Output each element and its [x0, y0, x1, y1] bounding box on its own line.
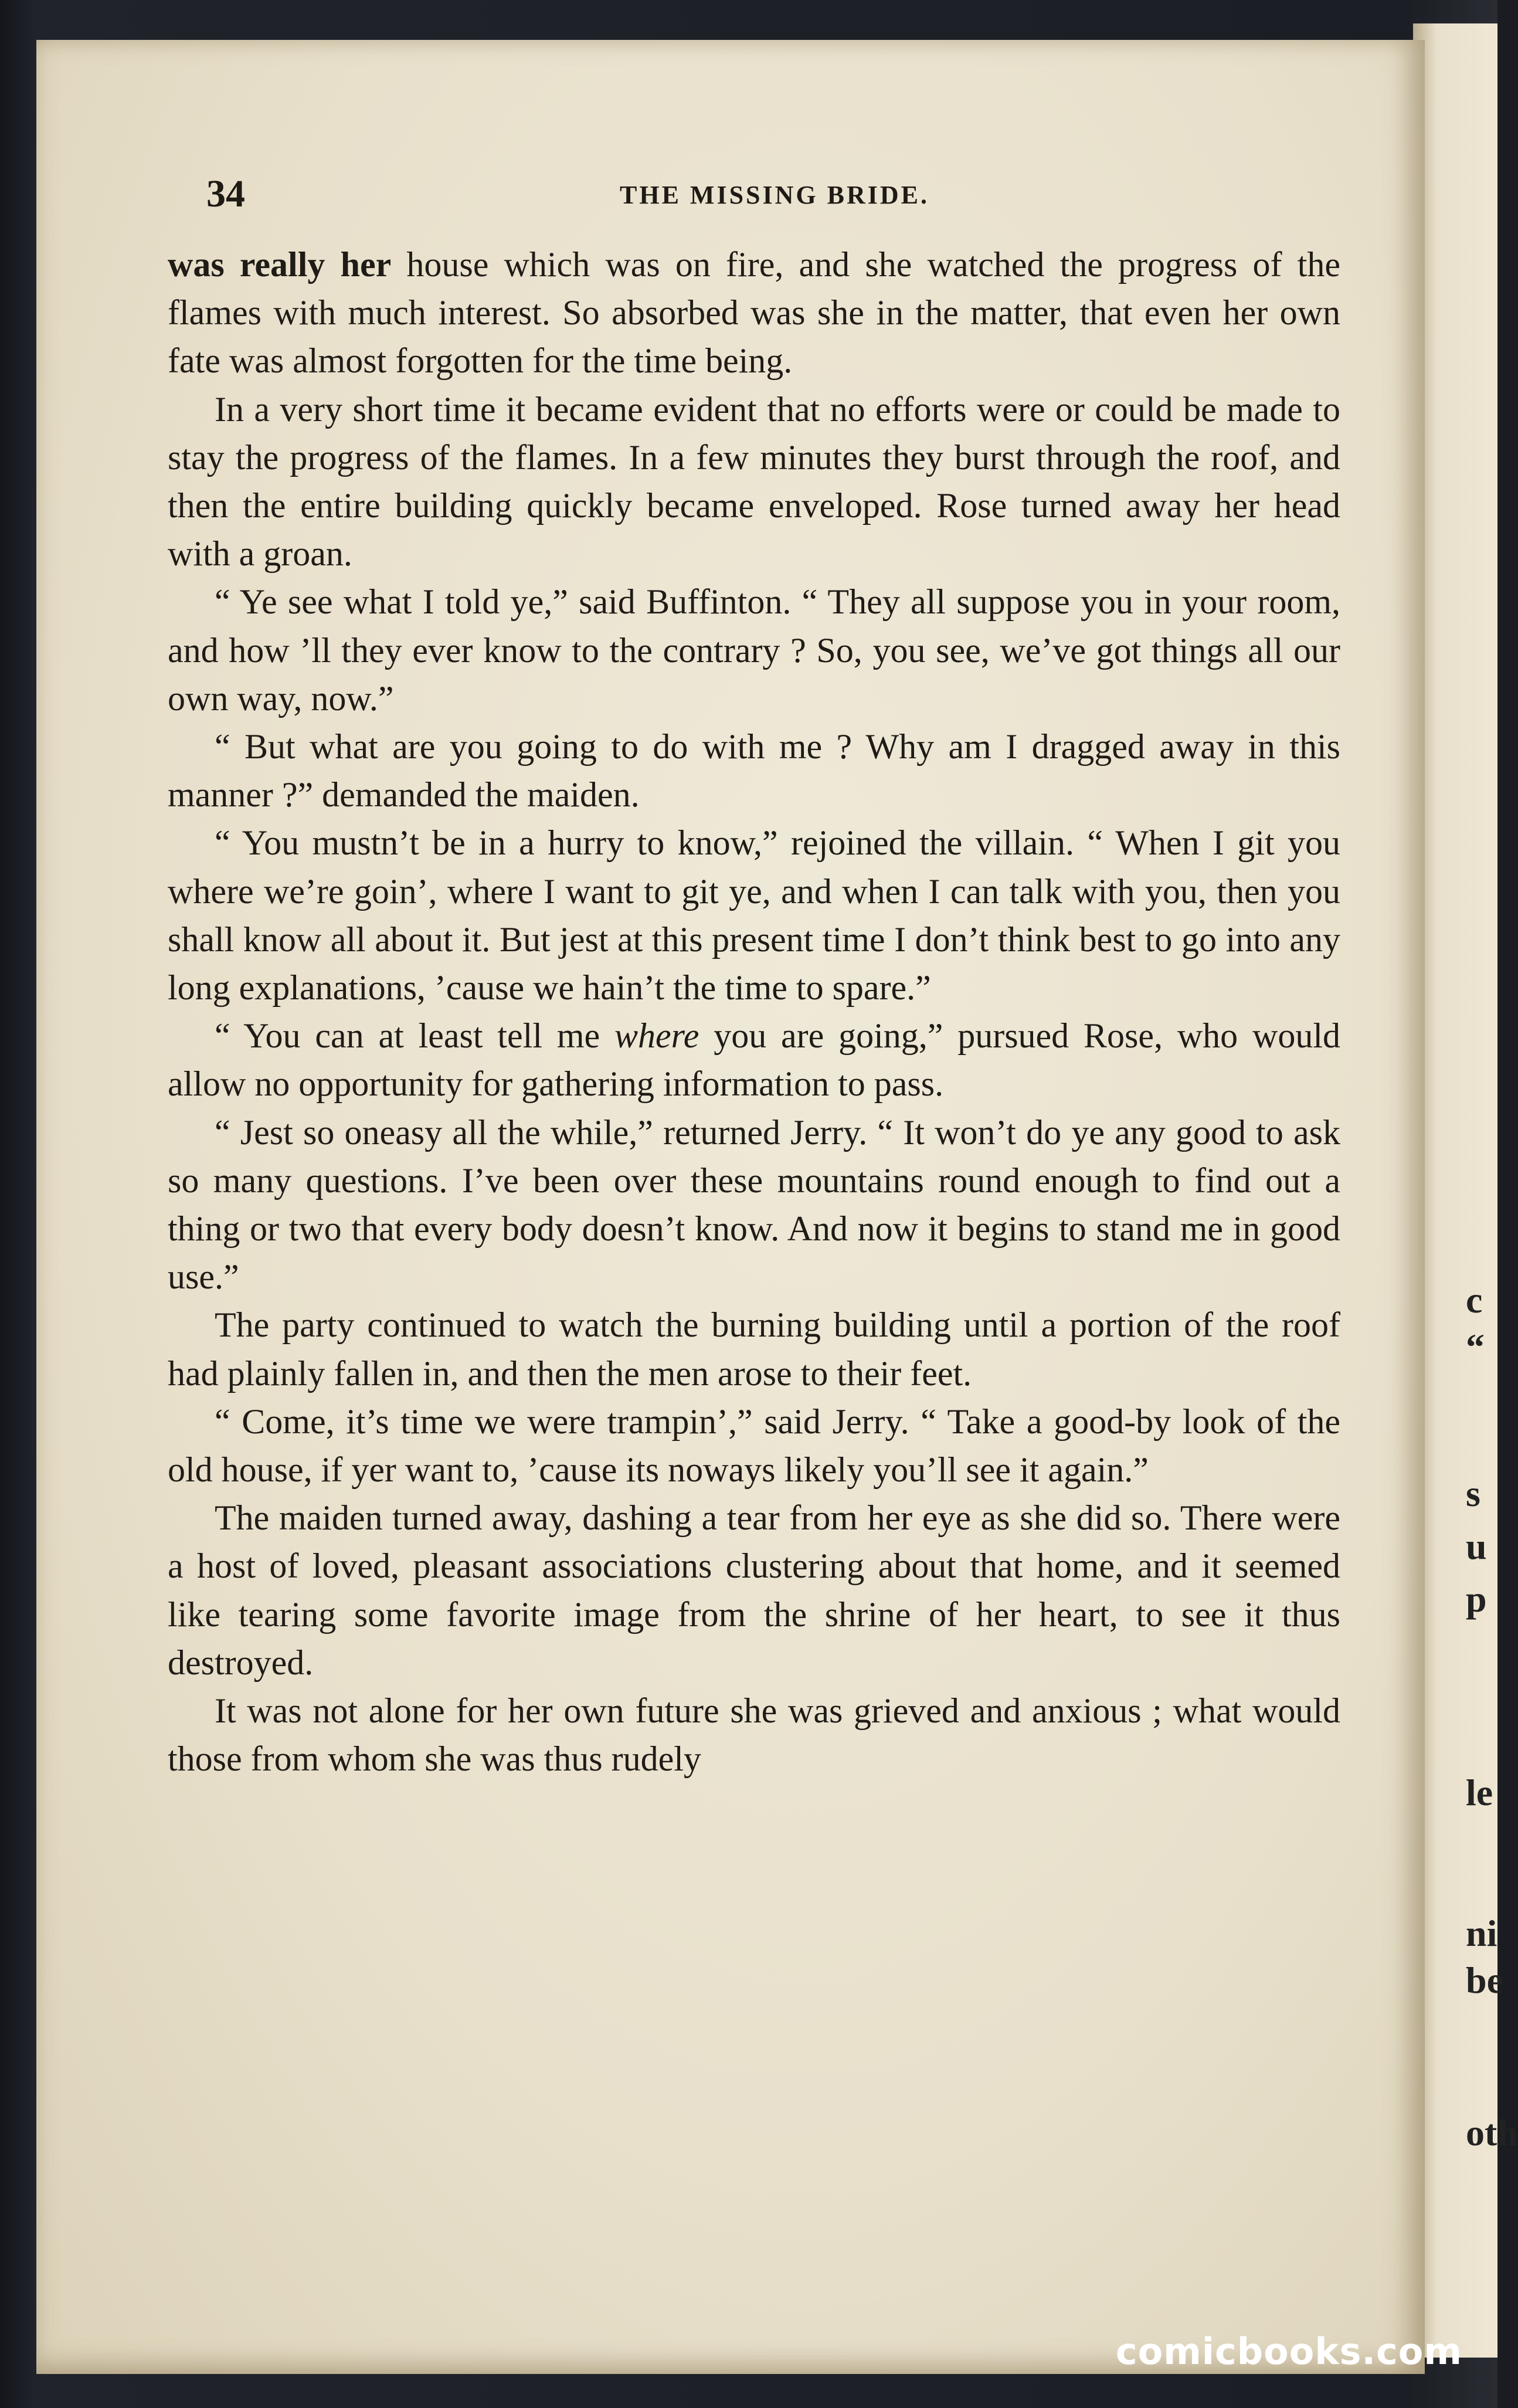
page-number: 34	[206, 172, 245, 215]
next-page-fragment: p	[1466, 1578, 1487, 1620]
paragraph-text: house which was on fire, and she watched the progress of the flames with much interest. So absorbed was she in the matter, that even her own fate was almost forgotten for the time being.	[168, 245, 1341, 381]
next-page-fragment: oth	[1466, 2112, 1518, 2153]
next-page-fragment: ni	[1466, 1912, 1497, 1954]
body-text	[168, 240, 1340, 1783]
paragraph-text: “ You can at least tell me	[215, 1016, 614, 1056]
next-page-edge	[1413, 23, 1518, 2358]
paragraph	[168, 1012, 1340, 1108]
next-page-fragment: u	[1466, 1525, 1487, 1567]
next-page-fragment: le	[1466, 1772, 1493, 1813]
page-header	[206, 172, 1232, 225]
paragraph: “ Come, it’s time we were trampin’,” said Jerry. “ Take a good-by look of the old house, if yer want to, ’cause its noways likely you’ll see it again.”	[168, 1402, 1340, 1490]
paragraph: “ Ye see what I told ye,” said Buffinton. “ They all suppose you in your room, and how ’ll they ever know to the contrary ? So, you see, we’ve got things all our own way, now.”	[168, 582, 1340, 718]
paragraph: The maiden turned away, dashing a tear from her eye as she did so. There were a host of loved, pleasant associations clustering about that home, and it seemed like tearing some favorite image from the shrine of her heart, to see it thus destroyed.	[168, 1498, 1340, 1682]
next-page-fragment: s	[1466, 1473, 1480, 1514]
running-head: THE MISSING BRIDE.	[620, 181, 930, 209]
paragraph: In a very short time it became evident that no efforts were or could be made to stay the progress of the flames. In a few minutes they burst through the roof, and then the entire building quickly became enveloped. Rose turned away her head with a groan.	[168, 389, 1340, 574]
paragraph-text: you are going,” pursued Rose, who would allow no opportunity for gathering information to pass.	[168, 1016, 1340, 1104]
paragraph: “ But what are you going to do with me ? Why am I dragged away in this manner ?” demanded the maiden.	[168, 727, 1340, 815]
paragraph: The party continued to watch the burning building until a portion of the roof had plainly fallen in, and then the men arose to their feet.	[168, 1305, 1340, 1393]
paragraph	[168, 240, 1340, 385]
next-page-fragment: c	[1466, 1279, 1483, 1321]
paragraph: It was not alone for her own future she was grieved and anxious ; what would those from whom she was thus rudely	[168, 1691, 1340, 1779]
paragraph: “ Jest so oneasy all the while,” returned Jerry. “ It won’t do ye any good to ask so many questions. I’ve been over these mountains round enough to find out a thing or two that every body doesn’t know. And now it begins to stand me in good use.”	[168, 1113, 1340, 1297]
watermark: comicbooks.com	[1115, 2330, 1462, 2373]
paragraph-lead: was really her	[168, 245, 392, 284]
paragraph: “ You mustn’t be in a hurry to know,” rejoined the villain. “ When I git you where we’re goin’, where I want to git ye, and when I can talk with you, then you shall know all about it. But jest at this present time I don’t think best to go into any long explanations, ’cause we hain’t the time to spare.”	[168, 823, 1340, 1008]
next-page-fragment: be	[1466, 1959, 1503, 2001]
next-page-fragment: “	[1466, 1326, 1485, 1368]
emphasis: where	[614, 1016, 699, 1056]
